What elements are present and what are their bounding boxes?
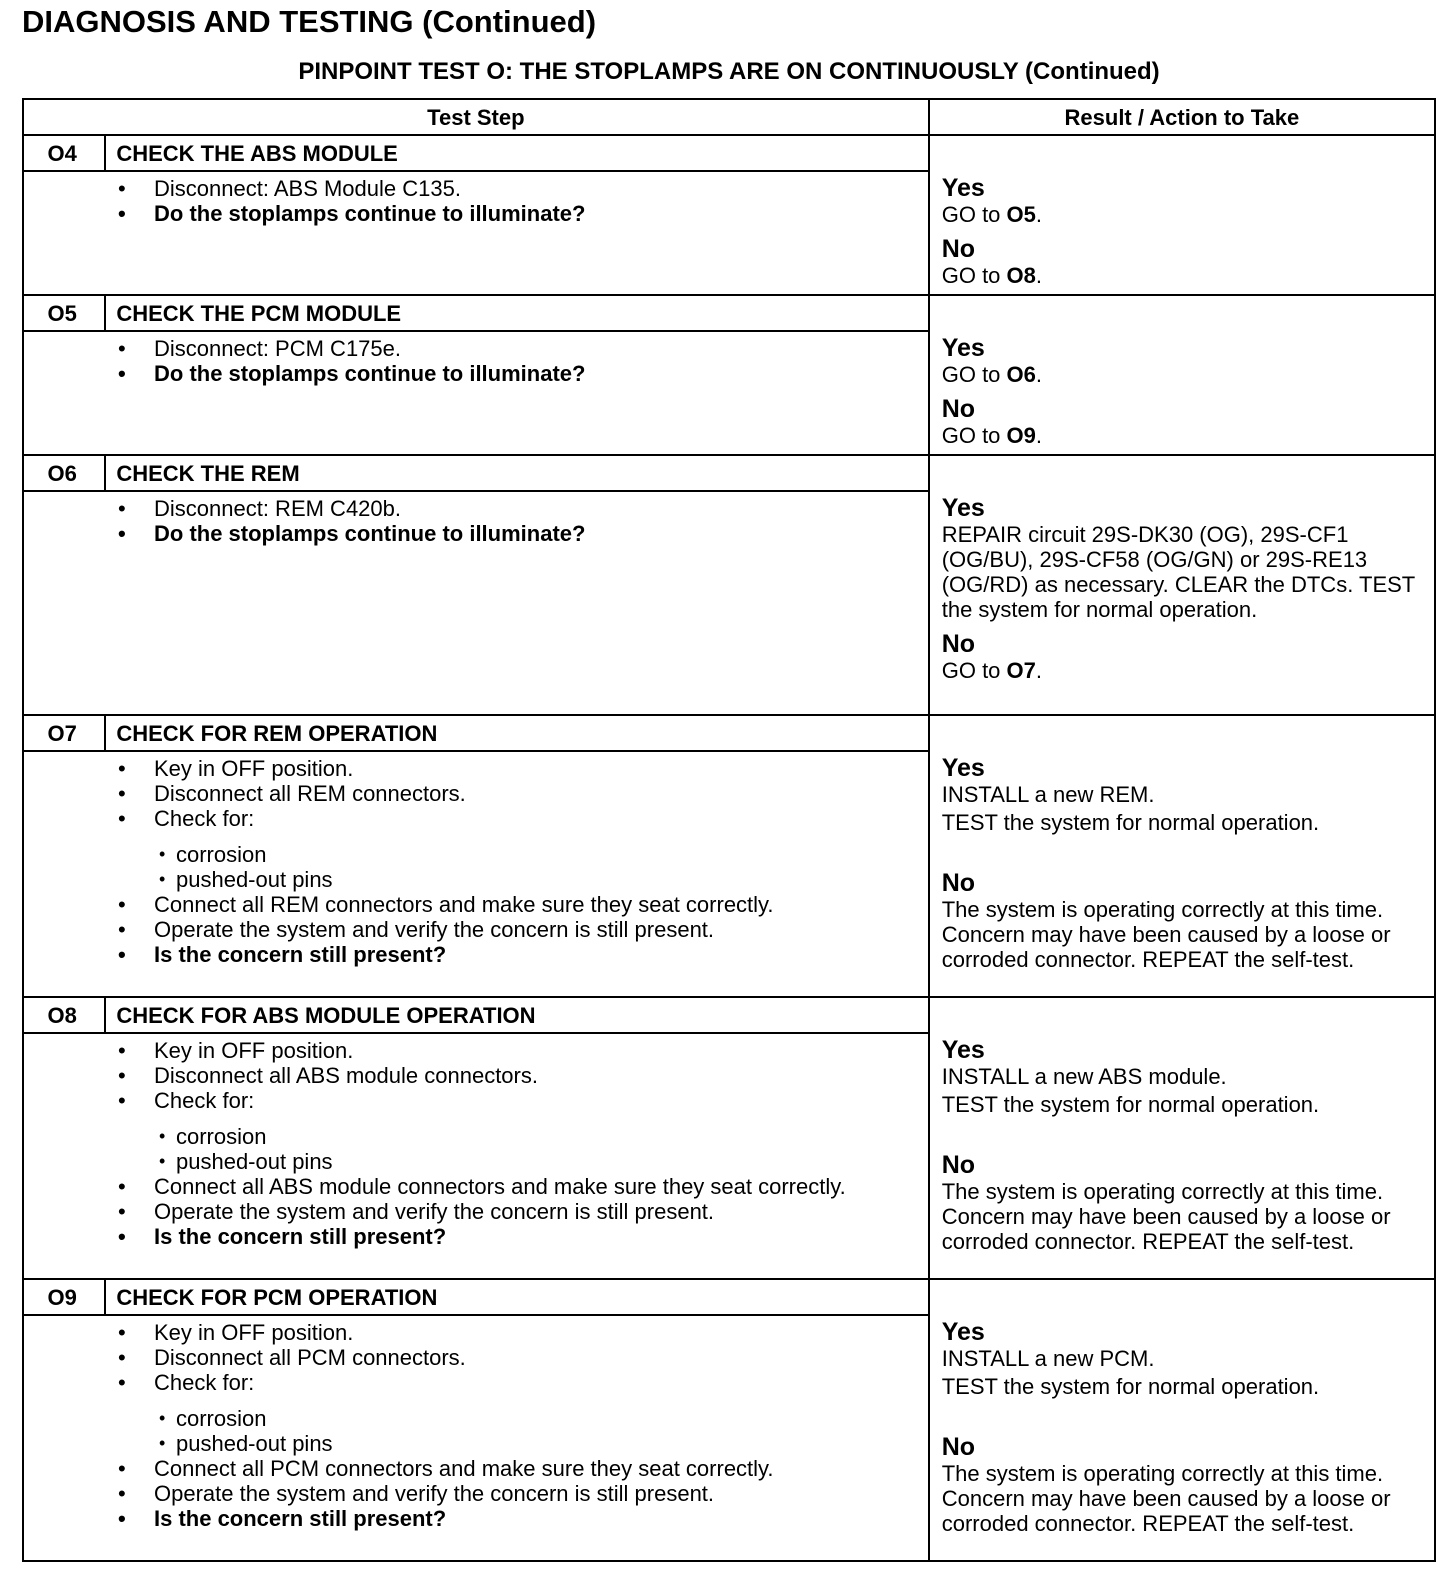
step-title-row-o9 — [23, 1279, 1435, 1315]
goto-link[interactable]: O9 — [1006, 423, 1036, 448]
step-question: • Is the concern still present? — [24, 1506, 928, 1531]
step-body — [23, 751, 929, 997]
pinpoint-test-table — [22, 98, 1436, 1562]
list-item: • Connect all PCM connectors and make sure they seat correctly. — [24, 1456, 928, 1481]
step-question: • Do the stoplamps continue to illuminate? — [24, 201, 928, 226]
no-label: No — [941, 630, 976, 658]
step-question: • Is the concern still present? — [24, 1224, 928, 1249]
step-body — [23, 1315, 929, 1561]
step-id: O8 — [23, 997, 105, 1033]
step-body — [23, 1033, 929, 1279]
step-instructions — [24, 336, 928, 386]
step-instructions-after — [24, 1174, 928, 1249]
yes-action: INSTALL a new ABS module. — [941, 1064, 1227, 1089]
yes-label: Yes — [941, 494, 985, 522]
list-item: • Disconnect all ABS module connectors. — [24, 1063, 928, 1088]
step-title-row-o7 — [23, 715, 1435, 751]
step-title-row-o6 — [23, 455, 1435, 491]
list-item: • Check for: — [24, 806, 928, 831]
step-question: • Is the concern still present? — [24, 942, 928, 967]
test-step-header: Test Step — [23, 99, 929, 135]
yes-label: Yes — [941, 1318, 985, 1346]
step-instructions — [24, 1320, 928, 1395]
step-id: O7 — [23, 715, 105, 751]
result-cell — [929, 135, 1435, 295]
yes-action: GO to O6. — [941, 362, 1043, 387]
no-label: No — [941, 1151, 976, 1179]
step-id: O9 — [23, 1279, 105, 1315]
yes-label: Yes — [941, 334, 985, 362]
yes-label: Yes — [941, 754, 985, 782]
no-action: GO to O9. — [941, 423, 1043, 448]
step-instructions — [24, 176, 928, 226]
step-title: CHECK FOR REM OPERATION — [105, 715, 928, 751]
step-id: O4 — [23, 135, 105, 171]
list-item: • Disconnect all PCM connectors. — [24, 1345, 928, 1370]
step-id: O6 — [23, 455, 105, 491]
pinpoint-test-title: PINPOINT TEST O: THE STOPLAMPS ARE ON CONTINUOUSLY (Continued) — [298, 58, 1160, 85]
yes-action-2: TEST the system for normal operation. — [941, 1092, 1320, 1117]
table-header-row — [23, 99, 1435, 135]
no-label: No — [941, 395, 976, 423]
list-item: • Operate the system and verify the concern is still present. — [24, 917, 928, 942]
step-title-row-o8 — [23, 997, 1435, 1033]
check-item: • corrosion — [24, 1406, 928, 1431]
result-header: Result / Action to Take — [929, 99, 1435, 135]
step-instructions-after — [24, 1456, 928, 1531]
check-list — [24, 842, 928, 892]
step-title-row-o4 — [23, 135, 1435, 171]
result-cell — [929, 295, 1435, 455]
yes-action-2: TEST the system for normal operation. — [941, 1374, 1320, 1399]
goto-link[interactable]: O8 — [1006, 263, 1036, 288]
goto-link[interactable]: O7 — [1006, 658, 1036, 683]
list-item: • Operate the system and verify the concern is still present. — [24, 1481, 928, 1506]
step-title: CHECK THE PCM MODULE — [105, 295, 928, 331]
page-title: DIAGNOSIS AND TESTING (Continued) — [22, 4, 597, 39]
check-item: • corrosion — [24, 842, 928, 867]
result-cell — [929, 715, 1435, 997]
step-body — [23, 171, 929, 295]
list-item: • Disconnect: REM C420b. — [24, 496, 928, 521]
check-item: • corrosion — [24, 1124, 928, 1149]
list-item: • Key in OFF position. — [24, 1038, 928, 1063]
step-body — [23, 491, 929, 715]
list-item: • Disconnect: PCM C175e. — [24, 336, 928, 361]
no-action: The system is operating correctly at this time. Concern may have been caused by a loose or corroded connector. REPEAT the self-test. — [941, 1179, 1391, 1254]
list-item: • Operate the system and verify the concern is still present. — [24, 1199, 928, 1224]
list-item: • Check for: — [24, 1088, 928, 1113]
check-list — [24, 1124, 928, 1174]
no-label: No — [941, 235, 976, 263]
list-item: • Disconnect: ABS Module C135. — [24, 176, 928, 201]
check-item: • pushed-out pins — [24, 1149, 928, 1174]
list-item: • Connect all ABS module connectors and make sure they seat correctly. — [24, 1174, 928, 1199]
yes-label: Yes — [941, 1036, 985, 1064]
yes-action: INSTALL a new PCM. — [941, 1346, 1155, 1371]
no-action: GO to O8. — [941, 263, 1043, 288]
result-cell — [929, 455, 1435, 715]
no-label: No — [941, 869, 976, 897]
list-item: • Key in OFF position. — [24, 756, 928, 781]
step-body — [23, 331, 929, 455]
yes-action: GO to O5. — [941, 202, 1043, 227]
no-action: The system is operating correctly at this time. Concern may have been caused by a loose or corroded connector. REPEAT the self-test. — [941, 1461, 1391, 1536]
check-item: • pushed-out pins — [24, 1431, 928, 1456]
no-label: No — [941, 1433, 976, 1461]
yes-action: REPAIR circuit 29S-DK30 (OG), 29S-CF1 (OG/BU), 29S-CF58 (OG/GN) or 29S-RE13 (OG/RD) as necessary. CLEAR the DTCs. TEST the system for normal operation. — [941, 522, 1415, 622]
list-item: • Disconnect all REM connectors. — [24, 781, 928, 806]
step-instructions — [24, 496, 928, 546]
step-instructions — [24, 756, 928, 831]
step-id: O5 — [23, 295, 105, 331]
step-instructions-after — [24, 892, 928, 967]
list-item: • Connect all REM connectors and make sure they seat correctly. — [24, 892, 928, 917]
list-item: • Key in OFF position. — [24, 1320, 928, 1345]
no-action: GO to O7. — [941, 658, 1043, 683]
goto-link[interactable]: O6 — [1006, 362, 1036, 387]
step-title: CHECK THE ABS MODULE — [105, 135, 928, 171]
step-title-row-o5 — [23, 295, 1435, 331]
step-title: CHECK THE REM — [105, 455, 928, 491]
no-action: The system is operating correctly at this time. Concern may have been caused by a loose or corroded connector. REPEAT the self-test. — [941, 897, 1391, 972]
yes-action: INSTALL a new REM. — [941, 782, 1155, 807]
list-item: • Check for: — [24, 1370, 928, 1395]
step-instructions — [24, 1038, 928, 1113]
step-question: • Do the stoplamps continue to illuminate? — [24, 521, 928, 546]
goto-link[interactable]: O5 — [1006, 202, 1036, 227]
check-list — [24, 1406, 928, 1456]
step-title: CHECK FOR ABS MODULE OPERATION — [105, 997, 928, 1033]
result-cell — [929, 1279, 1435, 1561]
yes-label: Yes — [941, 174, 985, 202]
result-cell — [929, 997, 1435, 1279]
step-title: CHECK FOR PCM OPERATION — [105, 1279, 928, 1315]
yes-action-2: TEST the system for normal operation. — [941, 810, 1320, 835]
step-question: • Do the stoplamps continue to illuminate? — [24, 361, 928, 386]
check-item: • pushed-out pins — [24, 867, 928, 892]
